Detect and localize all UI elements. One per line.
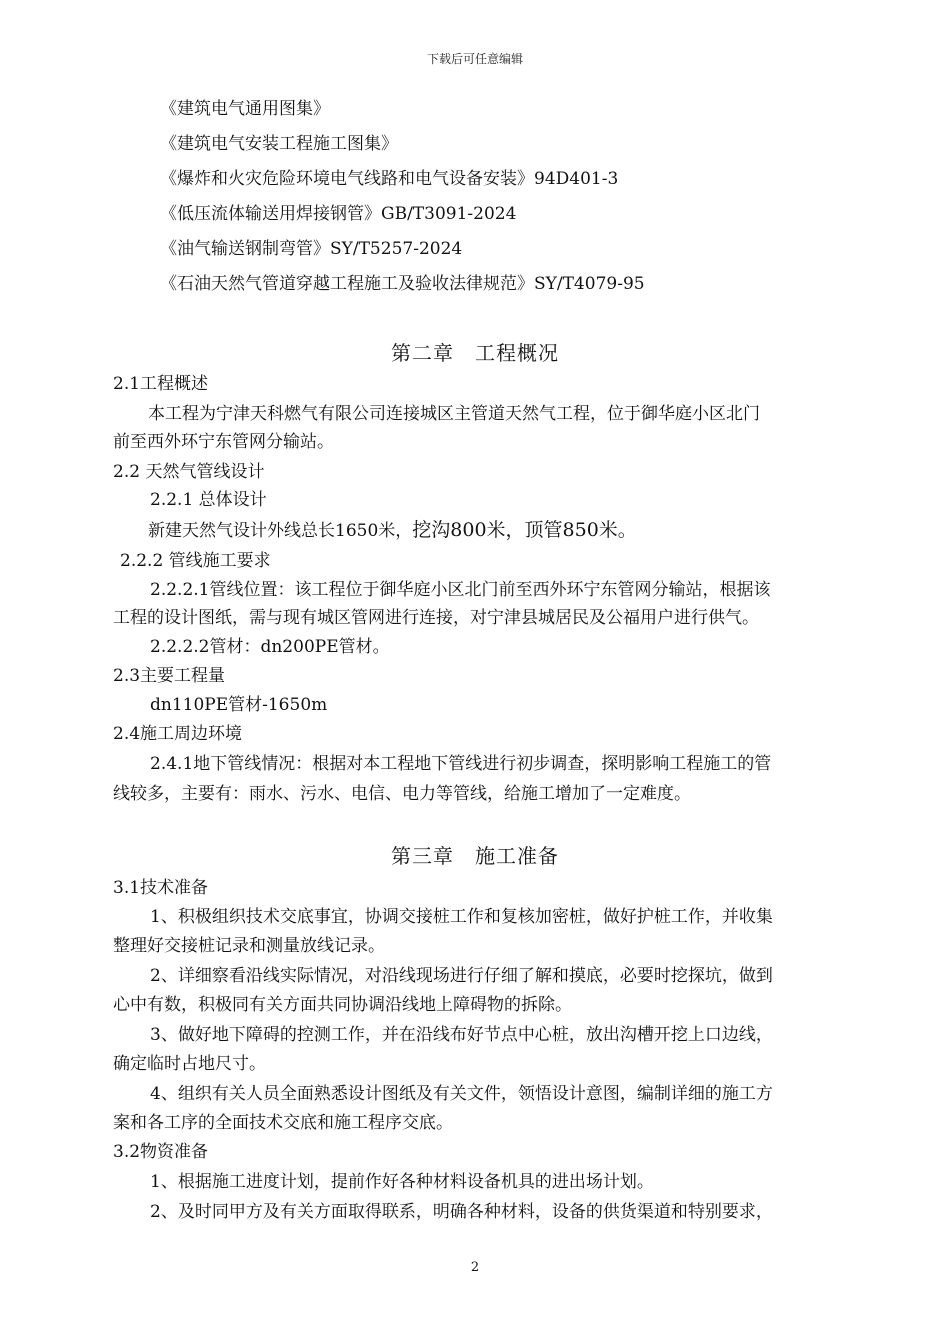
paragraph-line: 案和各工序的全面技术交底和施工程序交底。	[113, 1113, 453, 1133]
paragraph-line: 确定临时占地尺寸。	[113, 1054, 266, 1074]
paragraph-line: dn110PE管材-1650m	[150, 695, 328, 715]
paragraph-line: 2、及时同甲方及有关方面取得联系，明确各种材料，设备的供货渠道和特别要求，	[150, 1202, 773, 1222]
reference-item: 《油气输送钢制弯管》SY/T5257-2024	[160, 239, 463, 259]
section-heading: 2.1工程概述	[113, 374, 209, 394]
paragraph-line: 3、做好地下障碍的控测工作，并在沿线布好节点中心桩，放出沟槽开挖上口边线，	[150, 1025, 773, 1045]
subsection-heading: 2.2.2 管线施工要求	[120, 551, 271, 571]
paragraph-line: 整理好交接桩记录和测量放线记录。	[113, 936, 385, 956]
paragraph-line: 1、根据施工进度计划，提前作好各种材料设备机具的进出场计划。	[150, 1172, 654, 1192]
paragraph-line	[148, 519, 637, 542]
design-total-length: 新建天然气设计外线总长1650米，	[148, 521, 413, 541]
subsection-heading: 2.2.1 总体设计	[150, 490, 267, 510]
page-number: 2	[470, 1260, 480, 1275]
paragraph-line: 线较多，主要有：雨水、污水、电信、电力等管线，给施工增加了一定难度。	[113, 784, 691, 804]
paragraph-line: 本工程为宁津天科燃气有限公司连接城区主管道天然气工程，位于御华庭小区北门	[148, 404, 760, 424]
chapter-title: 第二章 工程概况	[391, 341, 559, 365]
page-header: 下载后可任意编辑	[426, 52, 523, 66]
paragraph-line: 心中有数，积极同有关方面共同协调沿线地上障碍物的拆除。	[113, 995, 572, 1015]
paragraph-line: 2.2.2.1管线位置：该工程位于御华庭小区北门前至西外环宁东管网分输站，根据该	[150, 580, 771, 600]
section-heading: 2.3主要工程量	[113, 666, 226, 686]
reference-item: 《建筑电气通用图集》	[160, 99, 330, 119]
paragraph-line: 2、详细察看沿线实际情况，对沿线现场进行仔细了解和摸底，必要时挖探坑，做到	[150, 966, 773, 986]
section-heading: 3.2物资准备	[113, 1142, 209, 1162]
paragraph-line: 前至西外环宁东管网分输站。	[113, 432, 334, 452]
chapter-title: 第三章 施工准备	[391, 844, 559, 868]
paragraph-line: 1、积极组织技术交底事宜，协调交接桩工作和复核加密桩，做好护桩工作，并收集	[150, 907, 773, 927]
paragraph-line: 4、组织有关人员全面熟悉设计图纸及有关文件，领悟设计意图，编制详细的施工方	[150, 1084, 773, 1104]
paragraph-line: 2.4.1地下管线情况：根据对本工程地下管线进行初步调查，探明影响工程施工的管	[150, 754, 772, 774]
reference-item: 《低压流体输送用焊接钢管》GB/T3091-2024	[160, 204, 517, 224]
paragraph-line: 工程的设计图纸，需与现有城区管网进行连接，对宁津县城居民及公福用户进行供气。	[113, 608, 759, 628]
section-heading: 2.4施工周边环境	[113, 724, 243, 744]
reference-item: 《石油天然气管道穿越工程施工及验收法律规范》SY/T4079-95	[160, 274, 645, 294]
reference-item: 《建筑电气安装工程施工图集》	[160, 134, 398, 154]
design-trench-pipe: 挖沟800米，顶管850米。	[412, 519, 637, 541]
section-heading: 2.2 天然气管线设计	[113, 462, 265, 482]
paragraph-line: 2.2.2.2管材：dn200PE管材。	[150, 637, 390, 657]
reference-item: 《爆炸和火灾危险环境电气线路和电气设备安装》94D401-3	[160, 169, 619, 189]
section-heading: 3.1技术准备	[113, 878, 209, 898]
